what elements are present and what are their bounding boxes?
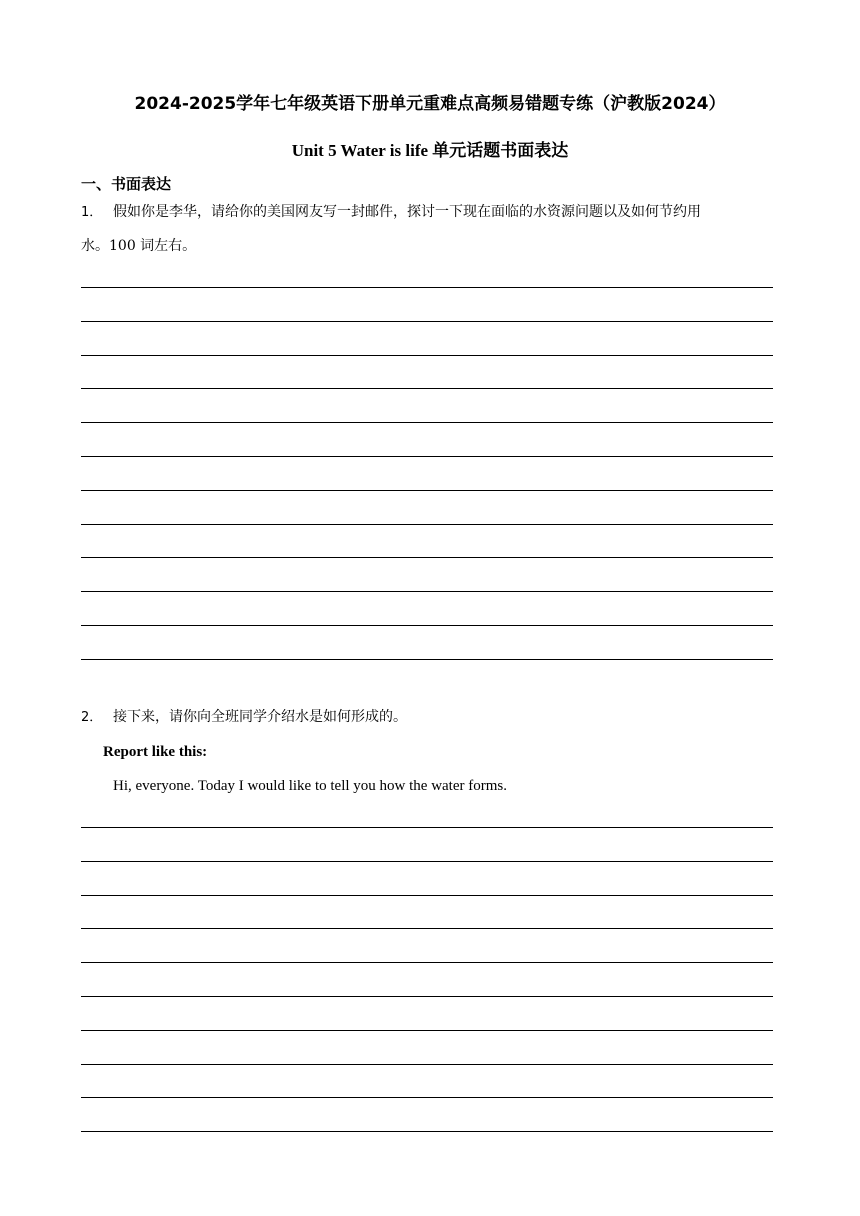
question-2-answer-line[interactable] <box>81 861 773 862</box>
question-2-answer-line[interactable] <box>81 996 773 997</box>
question-2-number: 2． <box>81 710 103 725</box>
question-1-text-line2: 水。100 词左右。 <box>81 238 197 254</box>
question-1-text-line1: 假如你是李华，请给你的美国网友写一封邮件，探讨一下现在面临的水资源问题以及如何节约用 <box>113 204 701 220</box>
page-subtitle: Unit 5 Water is life 单元话题书面表达 <box>291 141 569 160</box>
section-heading: 一、书面表达 <box>81 175 172 193</box>
report-example-text: Hi, everyone. Today I would like to tell you how the water forms. <box>113 778 507 794</box>
page-title: 2024-2025学年七年级英语下册单元重难点高频易错题专练（沪教版2024） <box>134 94 726 114</box>
question-1-answer-line[interactable] <box>81 388 773 389</box>
question-1-answer-line[interactable] <box>81 422 773 423</box>
question-2-answer-line[interactable] <box>81 1064 773 1065</box>
question-1-answer-line[interactable] <box>81 625 773 626</box>
question-1-answer-line[interactable] <box>81 490 773 491</box>
question-1-answer-line[interactable] <box>81 659 773 660</box>
question-1-answer-line[interactable] <box>81 524 773 525</box>
question-2-answer-line[interactable] <box>81 962 773 963</box>
question-2-answer-line[interactable] <box>81 1097 773 1098</box>
question-1-number: 1． <box>81 205 103 220</box>
question-2-answer-line[interactable] <box>81 1131 773 1132</box>
question-2-answer-line[interactable] <box>81 1030 773 1031</box>
question-2-answer-line[interactable] <box>81 895 773 896</box>
question-2-answer-line[interactable] <box>81 827 773 828</box>
question-1-answer-line[interactable] <box>81 557 773 558</box>
question-1-answer-line[interactable] <box>81 456 773 457</box>
question-1-answer-line[interactable] <box>81 591 773 592</box>
question-1-answer-line[interactable] <box>81 287 773 288</box>
question-1-answer-line[interactable] <box>81 355 773 356</box>
question-2-text: 接下来，请你向全班同学介绍水是如何形成的。 <box>113 709 407 725</box>
question-2-prompt <box>81 707 781 728</box>
report-label: Report like this: <box>103 744 208 760</box>
question-2-answer-line[interactable] <box>81 928 773 929</box>
question-1-prompt <box>81 202 781 223</box>
question-1-answer-line[interactable] <box>81 321 773 322</box>
